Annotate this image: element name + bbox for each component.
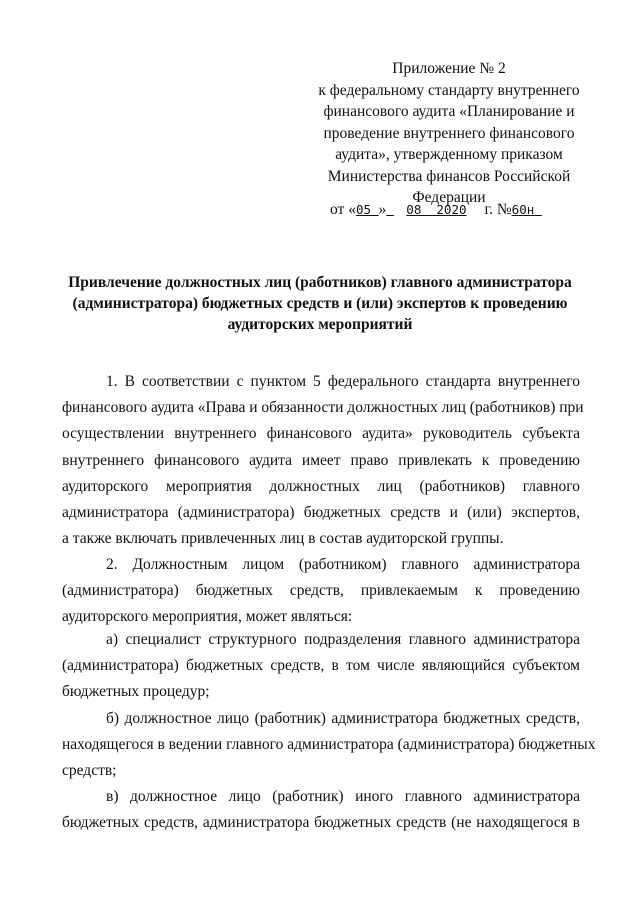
text-line: а также включать привлеченных лиц в состав аудиторской группы.: [62, 530, 504, 548]
text-line: 2. Должностным лицом (работником) главного администратора: [106, 556, 580, 573]
order-date-line: [330, 200, 580, 220]
appendix-line: Министерства финансов Российской: [327, 167, 571, 185]
appendix-line: к федеральному стандарту внутреннего: [318, 81, 580, 99]
text-line: осуществлении внутреннего финансового аудита» руководитель субъекта: [62, 425, 580, 443]
appendix-line: финансового аудита «Планирование и: [323, 103, 575, 120]
text-line: бюджетных средств, администратора бюджетных средств (не находящегося в: [62, 814, 580, 832]
text-line: администратора (администратора) бюджетных средств и (или) экспертов,: [62, 503, 580, 521]
order-prefix: от «: [330, 201, 356, 218]
text-line: бюджетных процедур;: [62, 683, 210, 701]
text-line: аудиторского мероприятия, может являться:: [62, 608, 353, 626]
title-line: Привлечение должностных лиц (работников) главного администратора: [68, 274, 572, 291]
paragraph-1: [62, 369, 584, 552]
appendix-line: Федерации: [412, 189, 486, 206]
paragraph-b: [62, 706, 596, 785]
text-line: в) должностное лицо (работник) иного главного администратора: [106, 788, 580, 805]
order-day: 05: [355, 202, 372, 217]
text-line: находящегося в ведении главного администратора (администратора) бюджетных: [62, 736, 596, 754]
paragraph-2: [62, 552, 580, 631]
appendix-header: [318, 58, 580, 209]
appendix-line: Приложение № 2: [392, 60, 506, 77]
appendix-line: аудита», утвержденному приказом: [335, 146, 563, 163]
title-line: аудиторских мероприятий: [227, 316, 413, 333]
text-line: финансового аудита «Права и обязанности должностных лиц (работников) при: [62, 399, 584, 417]
text-line: б) должностное лицо (работник) администратора бюджетных средств,: [106, 710, 580, 727]
appendix-line: проведение внутреннего финансового: [323, 124, 575, 142]
paragraph-c: [62, 784, 580, 836]
title-line: (администратора) бюджетных средств и (или) экспертов к проведению: [72, 295, 568, 312]
text-line: а) специалист структурного подразделения главного администратора: [106, 631, 580, 648]
text-line: 1. В соответствии с пунктом 5 федерального стандарта внутреннего: [106, 373, 580, 390]
text-line: аудиторского мероприятия должностных лиц (работников) главного: [62, 477, 580, 495]
text-line: (администратора) бюджетных средств, в том числе являющийся субъектом: [62, 657, 580, 675]
text-line: средств;: [62, 762, 117, 780]
order-mid: »: [378, 201, 387, 218]
order-month-year: 08 2020: [406, 202, 467, 217]
order-suffix: г. №: [484, 201, 512, 218]
paragraph-a: [62, 627, 580, 706]
text-line: (администратора) бюджетных средств, привлекаемым к проведению: [62, 582, 580, 600]
document-title: [60, 272, 580, 335]
text-line: внутреннего финансового аудита имеет право привлекать к проведению: [62, 451, 580, 469]
order-number: 60н: [511, 202, 535, 217]
